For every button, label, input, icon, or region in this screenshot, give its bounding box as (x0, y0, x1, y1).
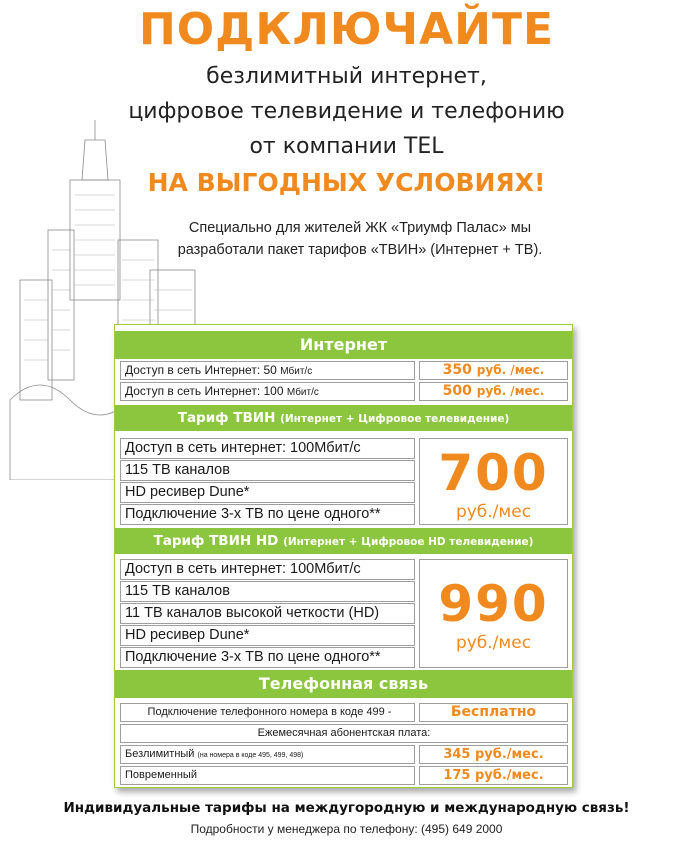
internet-row-100-price: 500 руб. /мес. (419, 382, 568, 401)
twin-hd-price: 990 (438, 575, 549, 633)
twin-hd-feature-2: 115 ТВ каналов (120, 581, 415, 602)
twin-hd-feature-1: Доступ в сеть интернет: 100Мбит/с (120, 559, 415, 580)
internet-row-50-label: Доступ в сеть Интернет: 50 Мбит/с (120, 361, 415, 380)
twin-hd-price-box (419, 559, 568, 668)
subheadline-line-3: от компании TEL (249, 134, 444, 159)
internet-section-header: Интернет (115, 331, 572, 359)
phone-timed-price: 175 руб./мес. (419, 766, 568, 785)
phone-connect-price: Бесплатно (419, 703, 568, 722)
phone-connect-row (120, 703, 568, 722)
phone-connect-label: Подключение телефонного номера в коде 499 - (120, 703, 415, 722)
subheadline-line-1: безлимитный интернет, (206, 64, 487, 89)
phone-monthly-label: Ежемесячная абонентская плата: (120, 724, 568, 743)
phone-unlimited-label: Безлимитный (на номера в коде 495, 499, 498) (120, 745, 415, 764)
twin-hd-feature-4: HD ресивер Dune* (120, 625, 415, 646)
phone-unlimited-row (120, 745, 568, 764)
phone-unlimited-price: 345 руб./мес. (419, 745, 568, 764)
twin-price-box (419, 438, 568, 525)
internet-row-100 (120, 382, 568, 401)
tariff-card (114, 324, 573, 788)
twin-hd-feature-3: 11 ТВ каналов высокой четкости (HD) (120, 603, 415, 624)
phone-timed-label: Повременный (120, 766, 415, 785)
twin-section-header: Тариф ТВИН (Интернет + Цифровое телевидение) (115, 405, 572, 431)
intro-line-2: разработали пакет тарифов «ТВИН» (Интернет + ТВ). (177, 242, 543, 258)
internet-row-100-label: Доступ в сеть Интернет: 100 Мбит/с (120, 382, 415, 401)
intro-line-1: Специально для жителей ЖК «Триумф Палас» мы (188, 220, 532, 236)
footer-note: Индивидуальные тарифы на междугородную и международную связь! (63, 800, 630, 816)
subheadline-line-2: цифровое телевидение и телефонию (128, 99, 565, 124)
twin-price-unit: руб./мес (455, 502, 532, 522)
twin-hd-price-unit: руб./мес (455, 633, 532, 653)
twin-hd-section-header: Тариф ТВИН HD (Интернет + Цифровое HD телевидение) (115, 528, 572, 554)
internet-row-50 (120, 361, 568, 380)
twin-feature-3: HD ресивер Dune* (120, 482, 415, 503)
offer-slogan: НА ВЫГОДНЫХ УСЛОВИЯХ! (147, 168, 546, 197)
twin-price: 700 (438, 444, 549, 502)
twin-feature-2: 115 ТВ каналов (120, 460, 415, 481)
headline: ПОДКЛЮЧАЙТЕ (138, 4, 555, 55)
phone-timed-row (120, 766, 568, 785)
twin-hd-feature-5: Подключение 3-х ТВ по цене одного** (120, 647, 415, 668)
phone-section-header: Телефонная связь (115, 670, 572, 698)
twin-feature-4: Подключение 3-х ТВ по цене одного** (120, 504, 415, 525)
twin-feature-1: Доступ в сеть интернет: 100Мбит/с (120, 438, 415, 459)
footer-contact: Подробности у менеджера по телефону: (495) 649 2000 (190, 822, 503, 836)
phone-monthly-row (120, 724, 568, 743)
internet-row-50-price: 350 руб. /мес. (419, 361, 568, 380)
